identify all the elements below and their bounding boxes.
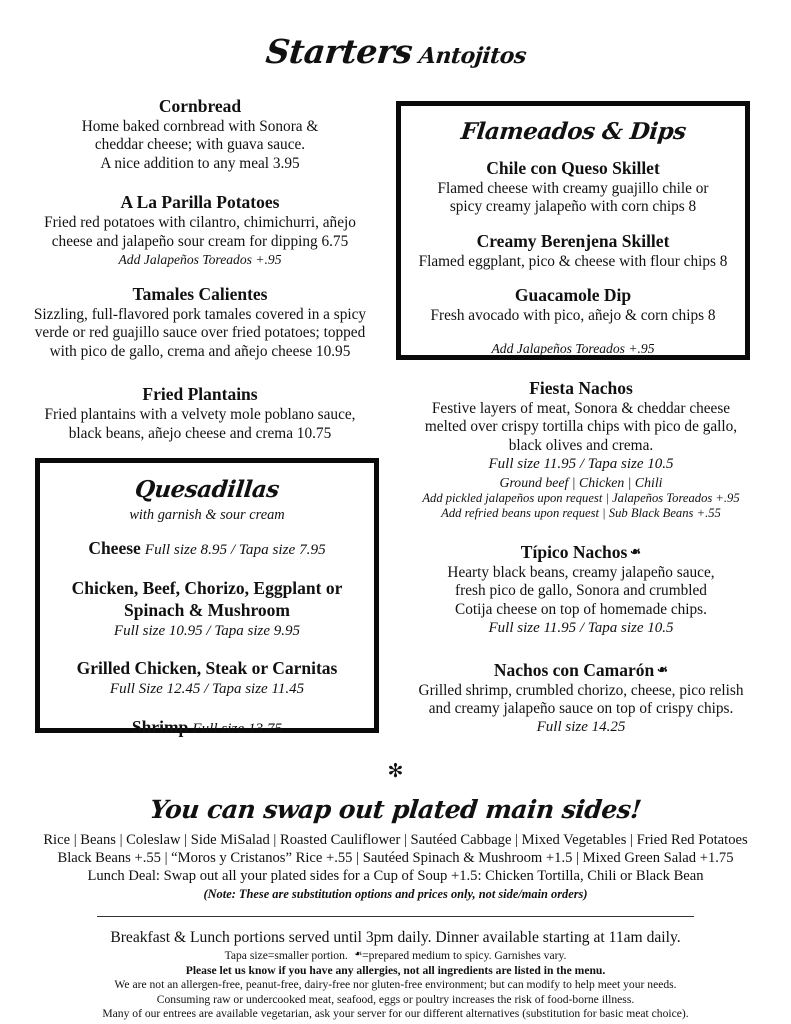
menu-item-cornbread — [22, 96, 378, 173]
footer-divider — [97, 916, 694, 917]
footer-tapa-suffix: =prepared medium to spicy. Garnishes vary. — [362, 949, 567, 962]
swap-title-text: You can swap out plated main sides! — [148, 795, 643, 824]
menu-item-fiesta-nachos — [396, 378, 766, 522]
page-title-sub: Antojitos — [417, 43, 527, 69]
menu-item-cheese-quesadilla — [50, 538, 364, 559]
swap-sides-list — [0, 831, 791, 903]
item-price: Full size 14.25 — [536, 719, 626, 736]
box-title — [413, 117, 733, 146]
item-name: Creamy Berenjena Skillet — [476, 230, 670, 251]
item-name: Cheese — [88, 538, 141, 558]
item-description — [413, 307, 733, 325]
menu-item-creamy-berenjena-skillet — [413, 231, 733, 271]
item-desc-line: Cotija cheese on top of homemade chips. — [455, 600, 707, 618]
item-description — [396, 400, 766, 455]
item-desc-line: black beans, añejo cheese and crema 10.75 — [68, 424, 332, 442]
footer — [0, 928, 791, 1022]
item-description — [396, 682, 766, 719]
item-name-line: Spinach & Mushroom — [124, 600, 290, 620]
item-desc-line: melted over crispy tortilla chips with pico de gallo, — [424, 418, 738, 436]
item-description — [396, 564, 766, 619]
menu-item-nachos-con-camaron — [396, 659, 766, 737]
footer-allergy-line: Please let us know if you have any allergies, not all ingredients are listed in the menu. — [185, 963, 606, 977]
item-name: Guacamole Dip — [514, 285, 632, 306]
item-desc-line: Grilled shrimp, crumbled chorizo, cheese, pico relish — [418, 681, 744, 699]
item-desc-line: Home baked cornbread with Sonora & — [81, 118, 319, 135]
footer-line: Many of our entrees are available vegetarian, ask your server for our different alternatives (substitution for basic meat choice). — [102, 1007, 689, 1021]
item-desc-line: verde or red guajillo sauce over fried potatoes; topped — [34, 324, 366, 342]
page-title-main: Starters — [263, 32, 414, 71]
item-desc-line: A nice addition to any meal 3.95 — [100, 154, 300, 172]
item-price: Full size 11.95 / Tapa size 10.5 — [488, 620, 674, 637]
footer-line: We are not an allergen-free, peanut-free, dairy-free nor gluten-free environment; but can modify to help meet your needs. — [114, 978, 677, 992]
chili-pepper-icon: ❧ — [630, 543, 642, 559]
menu-item-shrimp-quesadilla — [50, 717, 364, 738]
item-description — [22, 214, 378, 251]
box-title-text: Flameados & Dips — [459, 118, 687, 145]
chili-pepper-icon: ❧ — [353, 949, 363, 960]
item-extra-note: Add pickled jalapeños upon request | Jalapeños Toreados +.95 — [422, 490, 740, 505]
footer-tapa-prefix: Tapa size=smaller portion. — [224, 949, 351, 962]
item-desc-line: Festive layers of meat, Sonora & cheddar cheese — [431, 400, 731, 417]
swap-line: Black Beans +.55 | “Moros y Cristanos” Rice +.55 | Sautéed Spinach & Mushroom +1.5 | Mixed Green Salad +1.75 — [57, 850, 734, 867]
asterisk-ornament-icon: ✻ — [387, 761, 404, 782]
item-price: Full size 11.95 / Tapa size 10.5 — [488, 456, 674, 473]
item-name: Chile con Queso Skillet — [486, 158, 660, 178]
item-desc-line: Flamed cheese with creamy guajillo chile or — [437, 180, 709, 197]
item-description — [413, 180, 733, 217]
menu-item-a-la-parilla-potatoes — [22, 192, 378, 268]
item-desc-line: cheese and jalapeño sour cream for dipping 6.75 — [51, 232, 349, 250]
menu-item-guacamole-dip — [413, 285, 733, 325]
item-desc-line: fresh pico de gallo, Sonora and crumbled — [455, 582, 707, 600]
swap-line: Rice | Beans | Coleslaw | Side MiSalad | Roasted Cauliflower | Sautéed Cabbage | Mixed Vegetables | Fried Red Potatoes — [43, 832, 748, 848]
menu-item-tipico-nachos — [396, 541, 766, 638]
footer-hours-line: Breakfast & Lunch portions served until 3pm daily. Dinner available starting at 11am daily. — [110, 929, 681, 946]
item-price: Full Size 12.45 / Tapa size 11.45 — [109, 680, 305, 697]
item-name: Shrimp — [131, 717, 189, 737]
item-desc-line: spicy creamy jalapeño with corn chips 8 — [449, 198, 697, 216]
item-desc-line: black olives and crema. — [508, 436, 654, 454]
item-description — [22, 306, 378, 361]
item-description — [22, 406, 378, 443]
right-column — [396, 378, 766, 753]
menu-item-tamales-calientes — [22, 284, 378, 361]
footer-tapa-note — [0, 948, 791, 964]
quesadillas-box — [35, 458, 379, 737]
item-desc-line: Sizzling, full-flavored pork tamales covered in a spicy — [33, 306, 367, 324]
box-title-text: Quesadillas — [133, 476, 281, 503]
chili-pepper-icon: ❧ — [657, 661, 669, 677]
item-extra-note: Add refried beans upon request | Sub Black Beans +.55 — [441, 506, 721, 521]
flameados-and-dips-box — [396, 101, 750, 360]
item-price: Full size 10.95 / Tapa size 9.95 — [113, 623, 301, 639]
footer-line: Consuming raw or undercooked meat, seafood, eggs or poultry increases the risk of food-borne illness. — [156, 992, 635, 1006]
item-desc-line: Fried plantains with a velvety mole poblano sauce, — [44, 406, 356, 424]
box-subtitle: with garnish & sour cream — [129, 507, 285, 523]
item-name: Tamales Calientes — [132, 284, 268, 305]
box-add-note: Add Jalapeños Toreados +.95 — [491, 340, 655, 356]
item-name: Fried Plantains — [142, 384, 258, 405]
item-desc-line: with pico de gallo, crema and añejo cheese 10.95 — [49, 342, 351, 360]
item-name-row — [396, 541, 766, 563]
menu-item-chicken-beef-chorizo-quesadilla — [50, 578, 364, 641]
menu-item-grilled-chicken-steak-carnitas-quesadilla — [50, 658, 364, 699]
menu-item-chile-con-queso-skillet — [413, 158, 733, 217]
item-desc-line: cheddar cheese; with guava sauce. — [94, 136, 306, 154]
item-add-note: Add Jalapeños Toreados +.95 — [118, 252, 282, 268]
item-name: Cornbread — [158, 96, 242, 116]
item-name: Nachos con Camarón — [493, 659, 655, 680]
swap-section-title — [0, 795, 791, 825]
item-name: Típico Nachos — [520, 541, 628, 562]
item-desc-line: and creamy jalapeño sauce on top of crispy chips. — [428, 700, 734, 718]
item-price: Full size 13.75 — [192, 720, 283, 737]
item-desc-line: Fresh avocado with pico, añejo & corn chips 8 — [430, 307, 716, 325]
item-desc-line: Fried red potatoes with cilantro, chimichurri, añejo — [44, 214, 356, 232]
swap-line: Lunch Deal: Swap out all your plated sides for a Cup of Soup +1.5: Chicken Tortilla, Chili or Black Bean — [87, 868, 704, 885]
item-description — [413, 253, 733, 271]
page-title — [0, 34, 791, 74]
item-name-row — [396, 659, 766, 681]
item-description — [22, 118, 378, 173]
box-title — [50, 475, 364, 504]
menu-item-fried-plantains — [22, 384, 378, 443]
item-price: Full size 8.95 / Tapa size 7.95 — [144, 541, 326, 558]
item-name-line: Chicken, Beef, Chorizo, Eggplant or — [71, 578, 343, 598]
item-protein-options: Ground beef | Chicken | Chili — [499, 474, 663, 490]
item-desc-line: Hearty black beans, creamy jalapeño sauce, — [447, 563, 715, 581]
left-column — [22, 96, 378, 459]
item-desc-line: Flamed eggplant, pico & cheese with flour chips 8 — [418, 252, 728, 270]
swap-note: (Note: These are substitution options and prices only, not side/main orders) — [203, 886, 588, 901]
item-name: Grilled Chicken, Steak or Carnitas — [76, 657, 338, 678]
item-name: Fiesta Nachos — [529, 378, 633, 398]
item-name: A La Parilla Potatoes — [120, 192, 280, 213]
